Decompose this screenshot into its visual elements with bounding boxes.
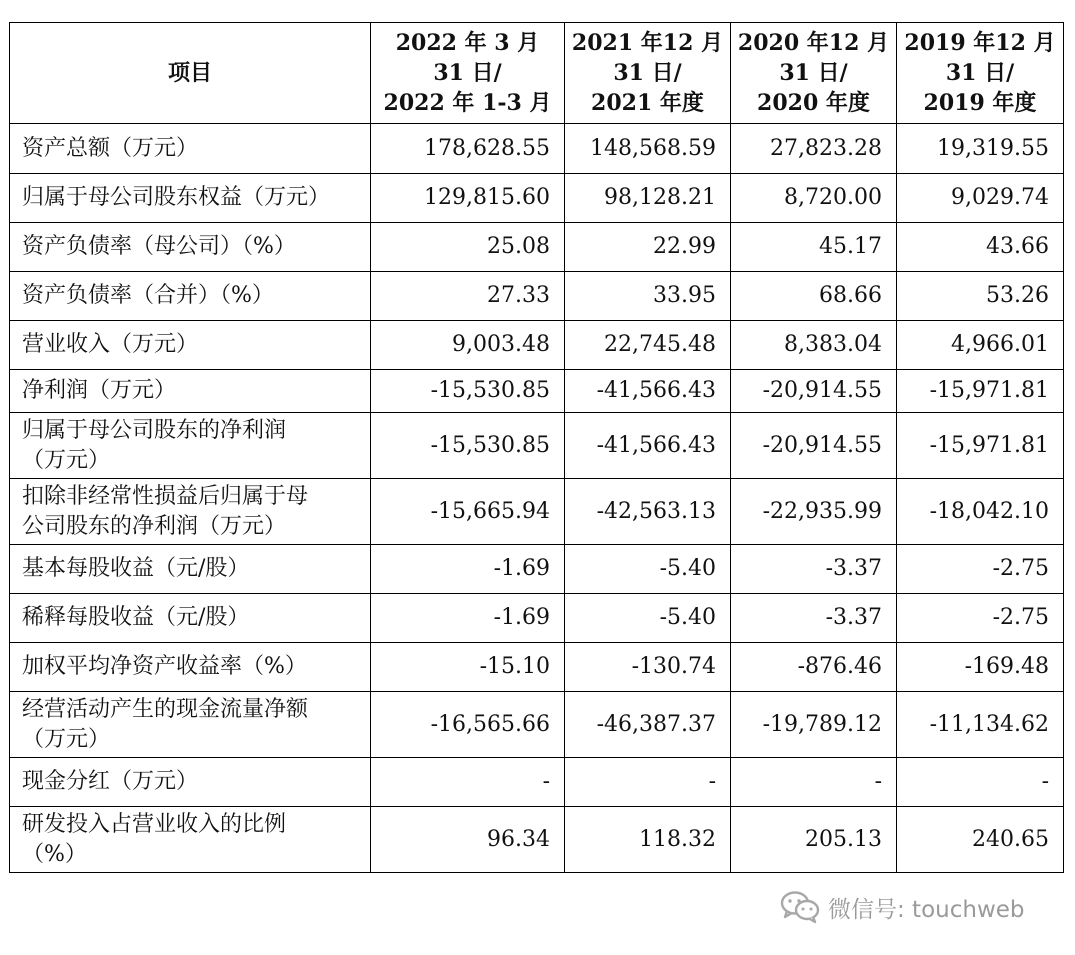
- row-value: -15,971.81: [897, 413, 1064, 479]
- row-label-line: 公司股东的净利润（万元）: [22, 513, 287, 539]
- row-value: 148,568.59: [565, 124, 731, 174]
- row-value: -3.37: [731, 594, 897, 643]
- row-label: [10, 643, 371, 692]
- row-label: [10, 545, 371, 594]
- row-label: [10, 413, 371, 479]
- row-label: [10, 272, 371, 321]
- row-value: 178,628.55: [371, 124, 565, 174]
- row-label-line: 研发投入占营业收入的比例: [22, 811, 287, 837]
- row-value: -22,935.99: [731, 479, 897, 545]
- row-value: -2.75: [897, 545, 1064, 594]
- row-label: [10, 807, 371, 873]
- table-row: [10, 807, 1064, 873]
- row-label: [10, 594, 371, 643]
- row-value: 43.66: [897, 223, 1064, 272]
- row-value: 45.17: [731, 223, 897, 272]
- row-value: -15,530.85: [371, 370, 565, 413]
- header-col-2022q1: [371, 23, 565, 124]
- row-value: 4,966.01: [897, 321, 1064, 370]
- header-item: 项目: [10, 23, 371, 124]
- row-value: -5.40: [565, 545, 731, 594]
- table-row: [10, 692, 1064, 758]
- row-value: -11,134.62: [897, 692, 1064, 758]
- row-value: 22,745.48: [565, 321, 731, 370]
- row-value: 205.13: [731, 807, 897, 873]
- table-row: [10, 758, 1064, 807]
- header-line: 31 日/: [613, 60, 682, 86]
- row-value: 22.99: [565, 223, 731, 272]
- table-header: [10, 23, 1064, 124]
- row-label-line: 净利润（万元）: [22, 378, 177, 403]
- row-value: 96.34: [371, 807, 565, 873]
- row-label-line: 现金分红（万元）: [22, 769, 199, 794]
- row-label-line: （万元）: [22, 447, 111, 473]
- row-label-line: 加权平均净资产收益率（%）: [22, 654, 307, 679]
- watermark: [780, 890, 1025, 924]
- row-value: -46,387.37: [565, 692, 731, 758]
- row-value: -16,565.66: [371, 692, 565, 758]
- row-value: 240.65: [897, 807, 1064, 873]
- row-value: -2.75: [897, 594, 1064, 643]
- row-label-line: 资产总额（万元）: [22, 135, 199, 161]
- table-row: [10, 413, 1064, 479]
- row-label-line: 稀释每股收益（元/股）: [22, 605, 250, 630]
- row-value: -: [897, 758, 1064, 807]
- table-row: [10, 174, 1064, 223]
- row-value: 33.95: [565, 272, 731, 321]
- row-value: -15,665.94: [371, 479, 565, 545]
- table-row: [10, 272, 1064, 321]
- row-label-line: 扣除非经常性损益后归属于母: [22, 483, 309, 509]
- row-value: -15,971.81: [897, 370, 1064, 413]
- row-value: 118.32: [565, 807, 731, 873]
- row-value: -3.37: [731, 545, 897, 594]
- table-row: [10, 479, 1064, 545]
- row-label-line: 资产负债率（合并）（%）: [22, 283, 274, 308]
- row-label: [10, 479, 371, 545]
- row-value: 98,128.21: [565, 174, 731, 223]
- table-row: [10, 321, 1064, 370]
- header-line: 2022 年 1-3 月: [383, 90, 552, 116]
- row-value: -: [731, 758, 897, 807]
- row-value: -15,530.85: [371, 413, 565, 479]
- watermark-text: 微信号: touchweb: [828, 896, 1025, 923]
- header-line: 31 日/: [779, 60, 848, 86]
- row-value: -1.69: [371, 594, 565, 643]
- row-label-line: 经营活动产生的现金流量净额: [22, 696, 309, 722]
- row-label-line: 资产负债率（母公司）（%）: [22, 234, 296, 259]
- header-col-2019: [897, 23, 1064, 124]
- table-row: [10, 223, 1064, 272]
- row-label-line: 基本每股收益（元/股）: [22, 556, 250, 581]
- row-value: -169.48: [897, 643, 1064, 692]
- header-line: 2021 年度: [591, 90, 704, 116]
- row-value: 27.33: [371, 272, 565, 321]
- header-line: 31 日/: [433, 60, 502, 86]
- row-label-line: 归属于母公司股东的净利润: [22, 417, 287, 443]
- row-label: [10, 223, 371, 272]
- row-value: 8,383.04: [731, 321, 897, 370]
- header-line: 2019 年12 月: [904, 30, 1056, 56]
- table-row: [10, 370, 1064, 413]
- header-row: [10, 23, 1064, 124]
- header-col-2021: [565, 23, 731, 124]
- row-label-line: （%）: [22, 841, 87, 867]
- row-value: -18,042.10: [897, 479, 1064, 545]
- row-value: 8,720.00: [731, 174, 897, 223]
- header-line: 2021 年12 月: [571, 30, 724, 56]
- row-value: -42,563.13: [565, 479, 731, 545]
- table-row: [10, 545, 1064, 594]
- header-line: 2020 年12 月: [737, 30, 890, 56]
- row-value: 68.66: [731, 272, 897, 321]
- row-value: -15.10: [371, 643, 565, 692]
- row-label-line: 营业收入（万元）: [22, 332, 199, 357]
- row-label-line: 归属于母公司股东权益（万元）: [22, 185, 331, 210]
- header-line: 2020 年度: [757, 90, 870, 116]
- row-value: -876.46: [731, 643, 897, 692]
- header-col-2020: [731, 23, 897, 124]
- row-label: [10, 174, 371, 223]
- table-row: [10, 124, 1064, 174]
- row-value: -: [565, 758, 731, 807]
- row-value: 9,003.48: [371, 321, 565, 370]
- row-value: 27,823.28: [731, 124, 897, 174]
- row-value: -: [371, 758, 565, 807]
- row-value: -41,566.43: [565, 413, 731, 479]
- row-label-line: （万元）: [22, 726, 111, 752]
- row-value: 129,815.60: [371, 174, 565, 223]
- row-value: -19,789.12: [731, 692, 897, 758]
- financial-summary-table: [9, 22, 1064, 873]
- header-line: 31 日/: [945, 60, 1015, 86]
- row-value: 19,319.55: [897, 124, 1064, 174]
- row-value: -130.74: [565, 643, 731, 692]
- table-body: [10, 124, 1064, 873]
- table-row: [10, 643, 1064, 692]
- row-value: 25.08: [371, 223, 565, 272]
- row-value: -20,914.55: [731, 370, 897, 413]
- row-value: -1.69: [371, 545, 565, 594]
- header-line: 2019 年度: [923, 90, 1037, 116]
- row-value: -41,566.43: [565, 370, 731, 413]
- row-label: [10, 370, 371, 413]
- row-value: 53.26: [897, 272, 1064, 321]
- header-line: 2022 年 3 月: [395, 30, 540, 56]
- row-label: [10, 758, 371, 807]
- wechat-icon: [780, 890, 820, 924]
- table-row: [10, 594, 1064, 643]
- row-value: -20,914.55: [731, 413, 897, 479]
- row-label: [10, 692, 371, 758]
- row-label: [10, 321, 371, 370]
- row-label: [10, 124, 371, 174]
- row-value: -5.40: [565, 594, 731, 643]
- row-value: 9,029.74: [897, 174, 1064, 223]
